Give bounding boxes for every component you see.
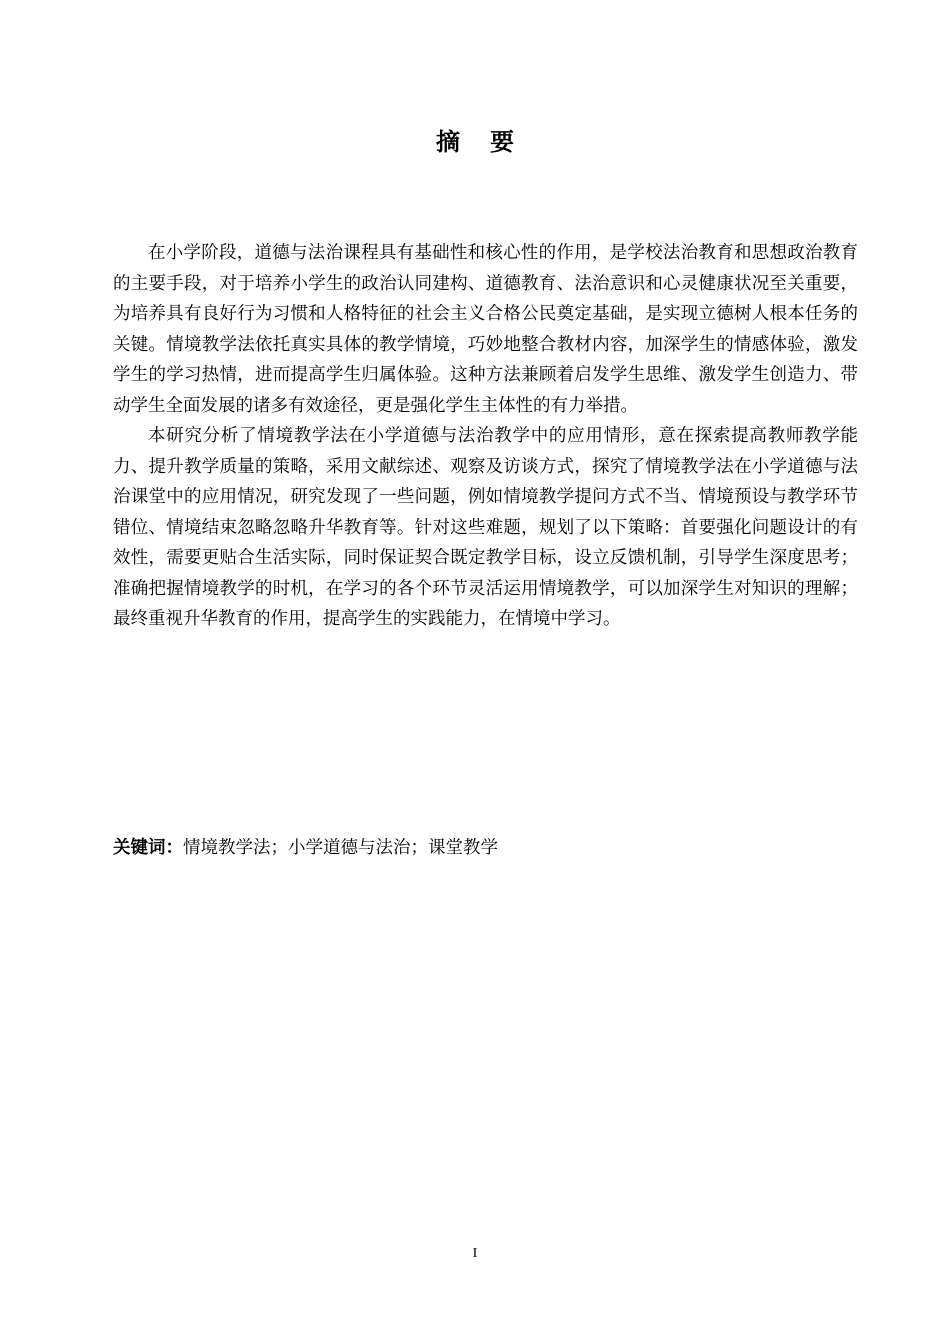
page-number: I	[472, 1246, 478, 1261]
abstract-paragraph-2: 本研究分析了情境教学法在小学道德与法治教学中的应用情形，意在探索提高教师教学能力、提升教学质量的策略，采用文献综述、观察及访谈方式，探究了情境教学法在小学道德与法治课堂中的应用情况，研究发现了一些问题，例如情境教学提问方式不当、情境预设与教学环节错位、情境结束忽略忽略升华教育等。针对这些难题，规划了以下策略：首要强化问题设计的有效性，需要更贴合生活实际，同时保证契合既定教学目标，设立反馈机制，引导学生深度思考；准确把握情境教学的时机，在学习的各个环节灵活运用情境教学，可以加深学生对知识的理解；最终重视升华教育的作用，提高学生的实践能力，在情境中学习。	[113, 426, 858, 629]
keywords-value: 情境教学法；小学道德与法治；课堂教学	[183, 838, 498, 858]
abstract-paragraph-1: 在小学阶段，道德与法治课程具有基础性和核心性的作用，是学校法治教育和思想政治教育的主要手段，对于培养小学生的政治认同建构、道德教育、法治意识和心灵健康状况至关重要，为培养具有良好行为习惯和人格特征的社会主义合格公民奠定基础，是实现立德树人根本任务的关键。情境教学法依托真实具体的教学情境，巧妙地整合教材内容，加深学生的情感体验，激发学生的学习热情，进而提高学生归属体验。这种方法兼顾着启发学生思维、激发学生创造力、带动学生全面发展的诸多有效途径，更是强化学生主体性的有力举措。	[113, 243, 858, 416]
abstract-title	[0, 122, 950, 157]
abstract-title-char-2: 要	[490, 128, 514, 156]
abstract-body	[113, 238, 858, 635]
keywords-line	[113, 833, 858, 863]
abstract-title-char-1: 摘	[436, 128, 460, 156]
keywords-label: 关键词：	[113, 838, 183, 858]
